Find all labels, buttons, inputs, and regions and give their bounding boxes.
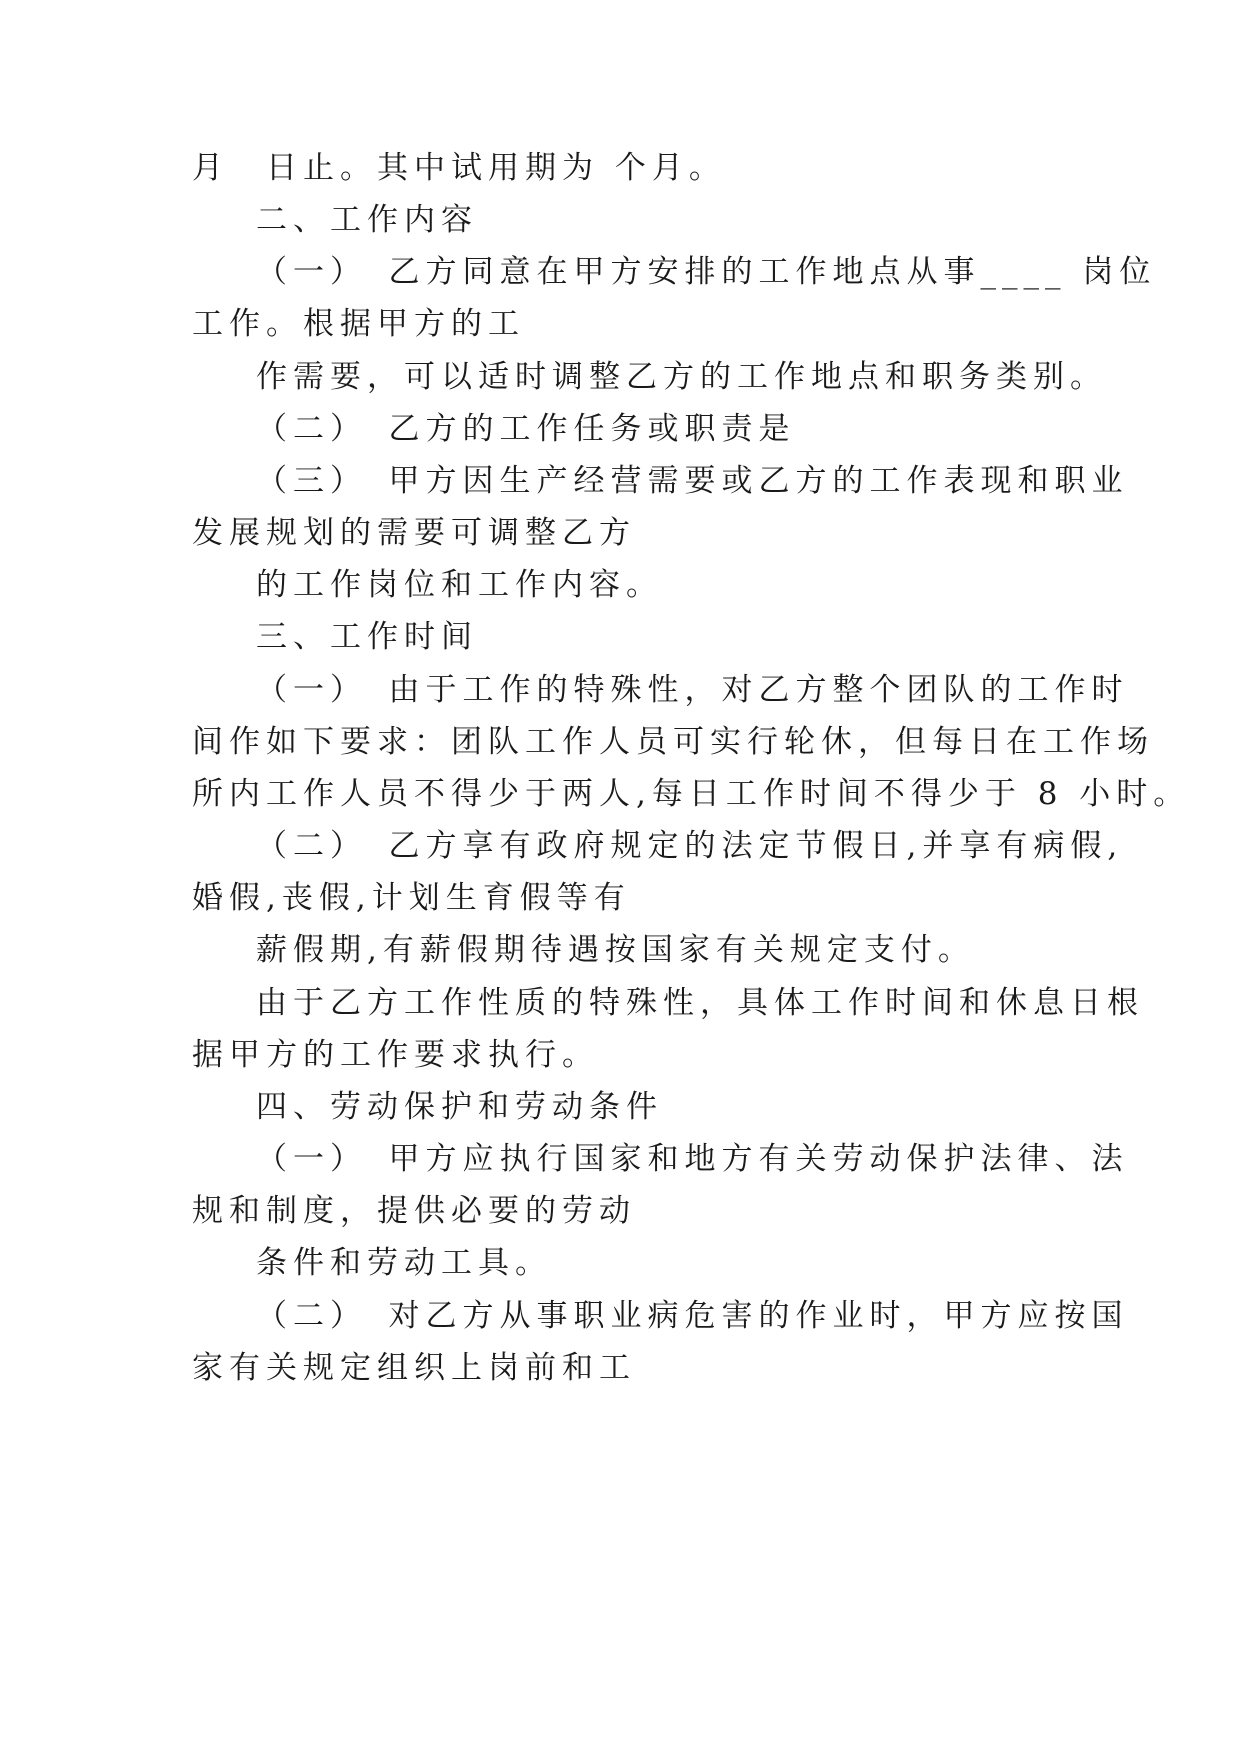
text-line: 作需要，可以适时调整乙方的工作地点和职务类别。 bbox=[256, 359, 1107, 395]
text-line: （二） 乙方享有政府规定的法定节假日,并享有病假, bbox=[256, 828, 1124, 864]
text-line: 据甲方的工作要求执行。 bbox=[192, 1037, 599, 1073]
text-line: 薪假期,有薪假期待遇按国家有关规定支付。 bbox=[256, 932, 975, 968]
text-line: 的工作岗位和工作内容。 bbox=[256, 567, 663, 603]
text-line: （一） 乙方同意在甲方安排的工作地点从事____ 岗位 bbox=[256, 254, 1157, 290]
text-line: 规和制度，提供必要的劳动 bbox=[192, 1193, 636, 1229]
text-line: 条件和劳动工具。 bbox=[256, 1245, 552, 1281]
text-line: 家有关规定组织上岗前和工 bbox=[192, 1350, 636, 1386]
text-line: 月 日止。其中试用期为 个月。 bbox=[192, 150, 726, 186]
text-line: 间作如下要求：团队工作人员可实行轮休，但每日在工作场 bbox=[192, 724, 1154, 760]
text-line: 工作。根据甲方的工 bbox=[192, 306, 525, 342]
text-line: （二） 乙方的工作任务或职责是 bbox=[256, 411, 796, 447]
section-heading: 三、工作时间 bbox=[256, 619, 478, 655]
text-line: 由于乙方工作性质的特殊性，具体工作时间和休息日根 bbox=[256, 985, 1144, 1021]
text-line: （三） 甲方因生产经营需要或乙方的工作表现和职业 bbox=[256, 463, 1129, 499]
text-line: 发展规划的需要可调整乙方 bbox=[192, 515, 636, 551]
text-line: 婚假,丧假,计划生育假等有 bbox=[192, 880, 631, 916]
section-heading: 四、劳动保护和劳动条件 bbox=[256, 1089, 663, 1125]
section-heading: 二、工作内容 bbox=[256, 202, 478, 238]
text-line: 所内工作人员不得少于两人,每日工作时间不得少于 8 小时。 bbox=[192, 776, 1191, 812]
text-line: （二） 对乙方从事职业病危害的作业时，甲方应按国 bbox=[256, 1298, 1129, 1334]
text-line: （一） 由于工作的特殊性，对乙方整个团队的工作时 bbox=[256, 672, 1129, 708]
text-line: （一） 甲方应执行国家和地方有关劳动保护法律、法 bbox=[256, 1141, 1129, 1177]
